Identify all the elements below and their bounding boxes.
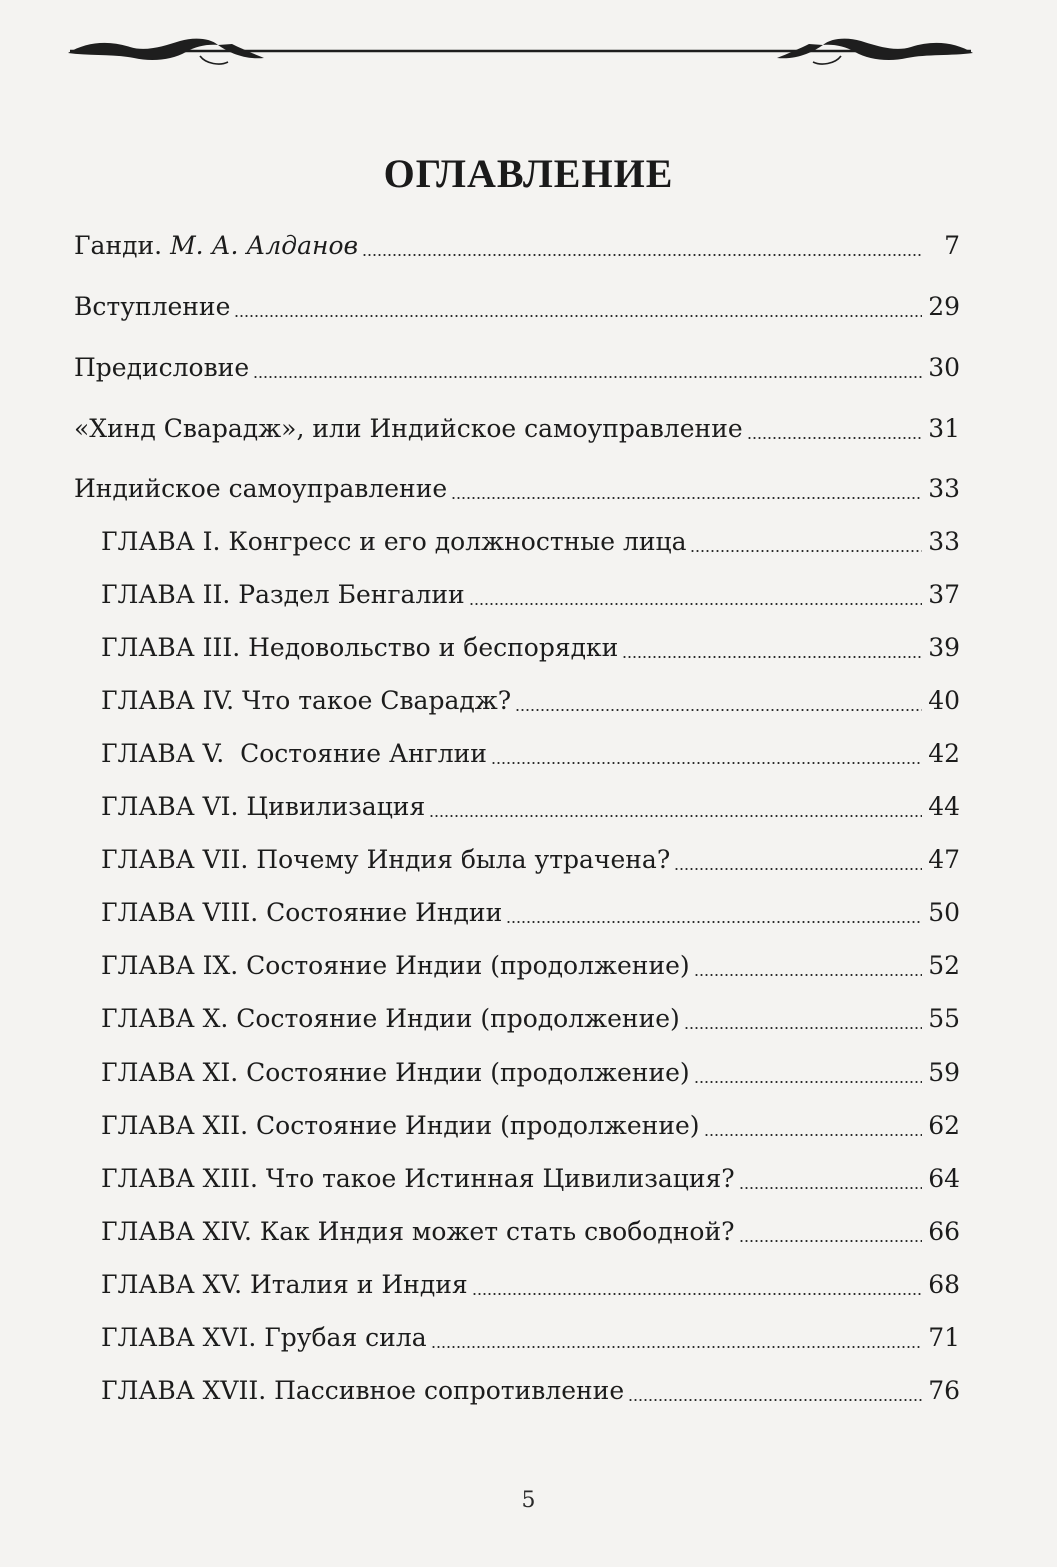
toc-entry-page: 71 [928, 1323, 960, 1352]
dot-leader [694, 1080, 922, 1084]
toc-entry-label: ГЛАВА XII. Состояние Индии (продолжение) [101, 1111, 700, 1140]
toc-chapter-entry[interactable] [101, 575, 960, 615]
toc-entry-page: 30 [928, 353, 960, 382]
toc-entry-page: 39 [928, 633, 960, 662]
toc-chapter-entry[interactable] [101, 522, 960, 562]
toc-entry-page: 42 [928, 739, 960, 768]
toc-entry-page: 33 [928, 527, 960, 556]
toc-entry-page: 40 [928, 686, 960, 715]
dot-leader [704, 1133, 922, 1137]
toc-entry-label: ГЛАВА VII. Почему Индия была утрачена? [101, 845, 671, 874]
toc-entry-label: ГЛАВА V. Состояние Англии [101, 739, 487, 768]
toc-chapter-entry[interactable] [101, 893, 960, 933]
dot-leader [694, 973, 922, 977]
toc-entry-label: ГЛАВА I. Конгресс и его должностные лица [101, 527, 687, 556]
toc-entry-page: 44 [928, 792, 960, 821]
toc-entry-page: 31 [928, 414, 960, 443]
toc-chapter-entry[interactable] [101, 1106, 960, 1146]
toc-entry[interactable] [74, 287, 960, 327]
toc-entry[interactable] [74, 226, 960, 266]
toc-chapter-entry[interactable] [101, 946, 960, 986]
dot-leader [515, 708, 922, 712]
toc-entry-label: ГЛАВА VIII. Состояние Индии [101, 898, 503, 927]
dot-leader [253, 375, 922, 379]
dot-leader [674, 867, 922, 871]
toc-chapter-entry[interactable] [101, 1053, 960, 1093]
toc-entry-label: «Хинд Сварадж», или Индийское самоуправление [74, 414, 743, 443]
toc-entry-page: 33 [928, 474, 960, 503]
dot-leader [429, 814, 922, 818]
toc-entry-page: 62 [928, 1111, 960, 1140]
page-title: ОГЛАВЛЕНИЕ [383, 151, 674, 196]
dot-leader [684, 1026, 922, 1030]
toc-entry-label: ГЛАВА IX. Состояние Индии (продолжение) [101, 951, 690, 980]
toc-entry-label: ГЛАВА XVI. Грубая сила [101, 1323, 427, 1352]
toc-entry-label: Вступление [74, 292, 231, 321]
toc-entry-label: ГЛАВА XIV. Как Индия может стать свободной? [101, 1217, 735, 1246]
toc-chapter-entry[interactable] [101, 1212, 960, 1252]
dot-leader [234, 314, 922, 318]
toc-chapter-entry[interactable] [101, 840, 960, 880]
toc-entry-page: 47 [928, 845, 960, 874]
toc-chapter-entry[interactable] [101, 787, 960, 827]
toc-entry-label: ГЛАВА III. Недовольство и беспорядки [101, 633, 619, 662]
toc-chapter-entry[interactable] [101, 628, 960, 668]
toc-entry-page: 29 [928, 292, 960, 321]
toc-entry-author: М. А. Алданов [170, 231, 359, 260]
toc-entry[interactable] [74, 469, 960, 509]
toc-entry-label: ГЛАВА XI. Состояние Индии (продолжение) [101, 1058, 690, 1087]
toc-entry-label: Предисловие [74, 353, 250, 382]
toc-entry-label: Индийское самоуправление [74, 474, 448, 503]
toc-entry-label: ГЛАВА XIII. Что такое Истинная Цивилизация? [101, 1164, 735, 1193]
dot-leader [690, 549, 922, 553]
toc-entry-label: ГЛАВА II. Раздел Бенгалии [101, 580, 465, 609]
toc-entry-page: 68 [928, 1270, 960, 1299]
toc-entry-label: ГЛАВА XVII. Пассивное сопротивление [101, 1376, 625, 1405]
dot-leader [362, 253, 922, 257]
toc-entry[interactable] [74, 409, 960, 449]
toc-chapter-entry[interactable] [101, 1265, 960, 1305]
toc-entry-label: Ганди. М. А. Алданов [74, 231, 359, 260]
toc-entry-page: 7 [944, 231, 960, 260]
dot-leader [506, 920, 922, 924]
toc-chapter-entry[interactable] [101, 1371, 960, 1411]
toc-chapter-entry[interactable] [101, 1318, 960, 1358]
toc-entry-page: 55 [928, 1004, 960, 1033]
dot-leader [622, 655, 922, 659]
page-number: 5 [521, 1488, 536, 1513]
toc-entry-page: 64 [928, 1164, 960, 1193]
toc-entry-label: ГЛАВА XV. Италия и Индия [101, 1270, 468, 1299]
dot-leader [739, 1239, 922, 1243]
toc-chapter-entry[interactable] [101, 999, 960, 1039]
dot-leader [491, 761, 922, 765]
dot-leader [469, 602, 922, 606]
dot-leader [739, 1186, 922, 1190]
toc-chapter-entry[interactable] [101, 681, 960, 721]
dot-leader [472, 1292, 922, 1296]
toc-entry-page: 59 [928, 1058, 960, 1087]
dot-leader [431, 1345, 922, 1349]
toc-entry-page: 76 [928, 1376, 960, 1405]
toc-chapter-entry[interactable] [101, 734, 960, 774]
toc-entry-page: 50 [928, 898, 960, 927]
toc-entry-page: 66 [928, 1217, 960, 1246]
toc-entry-page: 37 [928, 580, 960, 609]
dot-leader [451, 496, 922, 500]
toc-entry-label: ГЛАВА VI. Цивилизация [101, 792, 426, 821]
toc-chapter-entry[interactable] [101, 1159, 960, 1199]
toc-entry[interactable] [74, 348, 960, 388]
dot-leader [628, 1398, 922, 1402]
toc-entry-page: 52 [928, 951, 960, 980]
toc-entry-label: ГЛАВА X. Состояние Индии (продолжение) [101, 1004, 680, 1033]
dot-leader [747, 436, 922, 440]
toc-entry-label: ГЛАВА IV. Что такое Сварадж? [101, 686, 512, 715]
